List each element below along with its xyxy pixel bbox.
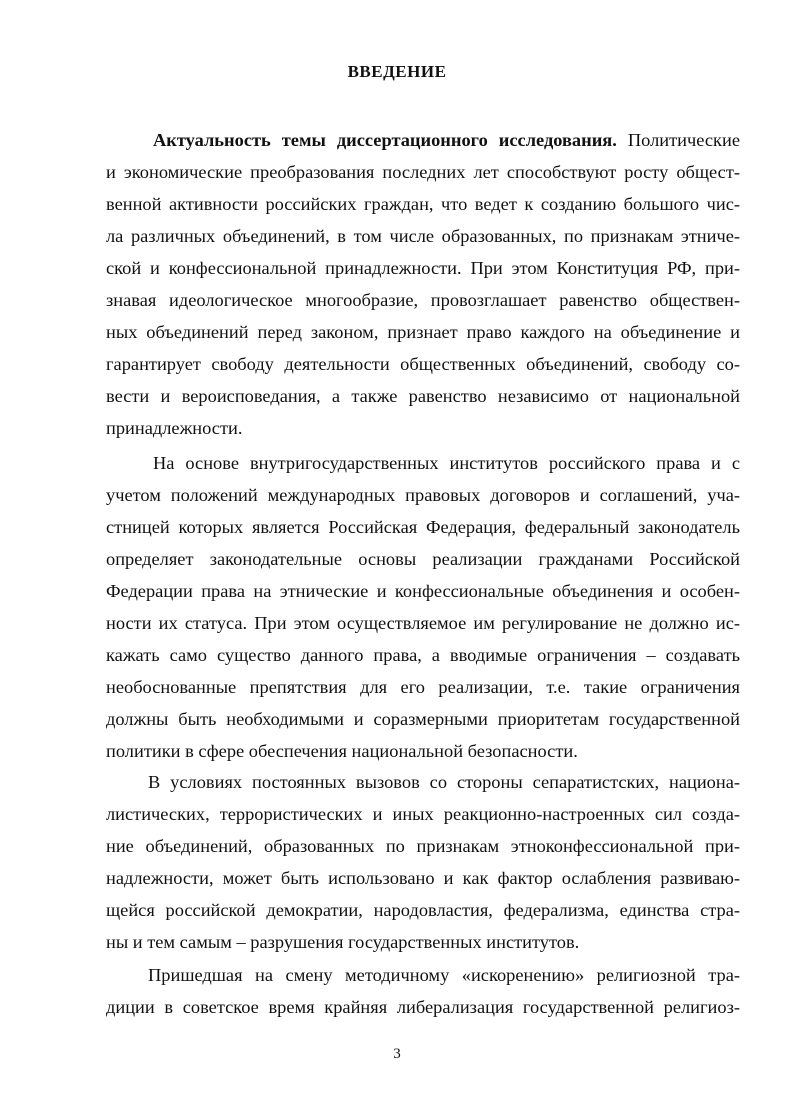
paragraph-3-line-3: ние объединений, образованных по признакам этноконфессиональной при- <box>106 836 740 856</box>
paragraph-1-line-1 <box>153 124 740 156</box>
paragraph-2-line-10: политики в сфере обеспечения национальной безопасности. <box>106 741 578 761</box>
paragraph-2-line-5: Федерации права на этнические и конфессиональные объединения и особен- <box>106 581 740 601</box>
paragraph-2-line-9: должны быть необходимыми и соразмерными приоритетам государственной <box>106 709 740 729</box>
paragraph-2-line-1: На основе внутригосударственных институтов российского права и с <box>153 453 740 473</box>
topic-relevance-heading: Актуальность темы диссертационного исследования. <box>153 130 617 150</box>
paragraph-1-line-1-text: Политические <box>627 130 740 150</box>
paragraph-3-line-1: В условиях постоянных вызовов со стороны сепаратистских, национа- <box>148 772 740 792</box>
paragraph-1-line-2: и экономические преобразования последних лет способствуют росту общест- <box>106 162 740 182</box>
paragraph-1-line-10: принадлежности. <box>106 418 243 438</box>
paragraph-2-line-7: кажать само существо данного права, а вводимые ограничения – создавать <box>106 645 740 665</box>
paragraph-1-line-5: ской и конфессиональной принадлежности. При этом Конституция РФ, при- <box>106 258 740 278</box>
paragraph-2-line-4: определяет законодательные основы реализации гражданами Российской <box>106 549 740 569</box>
paragraph-1-line-4: ла различных объединений, в том числе образованных, по признакам этниче- <box>106 226 740 246</box>
paragraph-3-line-5: щейся российской демократии, народовластия, федерализма, единства стра- <box>106 900 740 920</box>
paragraph-3-line-6: ны и тем самым – разрушения государственных институтов. <box>106 932 580 952</box>
paragraph-1-line-6: знавая идеологическое многообразие, провозглашает равенство обществен- <box>106 290 740 310</box>
paragraph-1-line-3: венной активности российских граждан, что ведет к созданию большого чис- <box>106 194 740 214</box>
paragraph-2-line-6: ности их статуса. При этом осуществляемое им регулирование не должно ис- <box>106 613 740 633</box>
paragraph-2-line-3: стницей которых является Российская Федерация, федеральный законодатель <box>106 517 740 537</box>
paragraph-2-line-2: учетом положений международных правовых договоров и соглашений, уча- <box>106 485 740 505</box>
paragraph-1-line-7: ных объединений перед законом, признает право каждого на объединение и <box>106 322 740 342</box>
paragraph-1-line-9: вести и вероисповедания, а также равенство независимо от национальной <box>106 386 740 406</box>
paragraph-3-line-4: надлежности, может быть использовано и как фактор ослабления развиваю- <box>106 868 740 888</box>
paragraph-4-line-2: диции в советское время крайняя либерализация государственной религиоз- <box>106 997 740 1017</box>
page-number: 3 <box>393 1046 401 1062</box>
paragraph-4-line-1: Пришедшая на смену методичному «искоренению» религиозной тра- <box>148 965 740 985</box>
paragraph-2-line-8: необоснованные препятствия для его реализации, т.е. такие ограничения <box>106 677 740 697</box>
paragraph-1-line-8: гарантирует свободу деятельности общественных объединений, свободу со- <box>106 354 740 374</box>
page-title: ВВЕДЕНИЕ <box>347 62 447 81</box>
paragraph-3-line-2: листических, террористических и иных реакционно-настроенных сил созда- <box>106 804 740 824</box>
